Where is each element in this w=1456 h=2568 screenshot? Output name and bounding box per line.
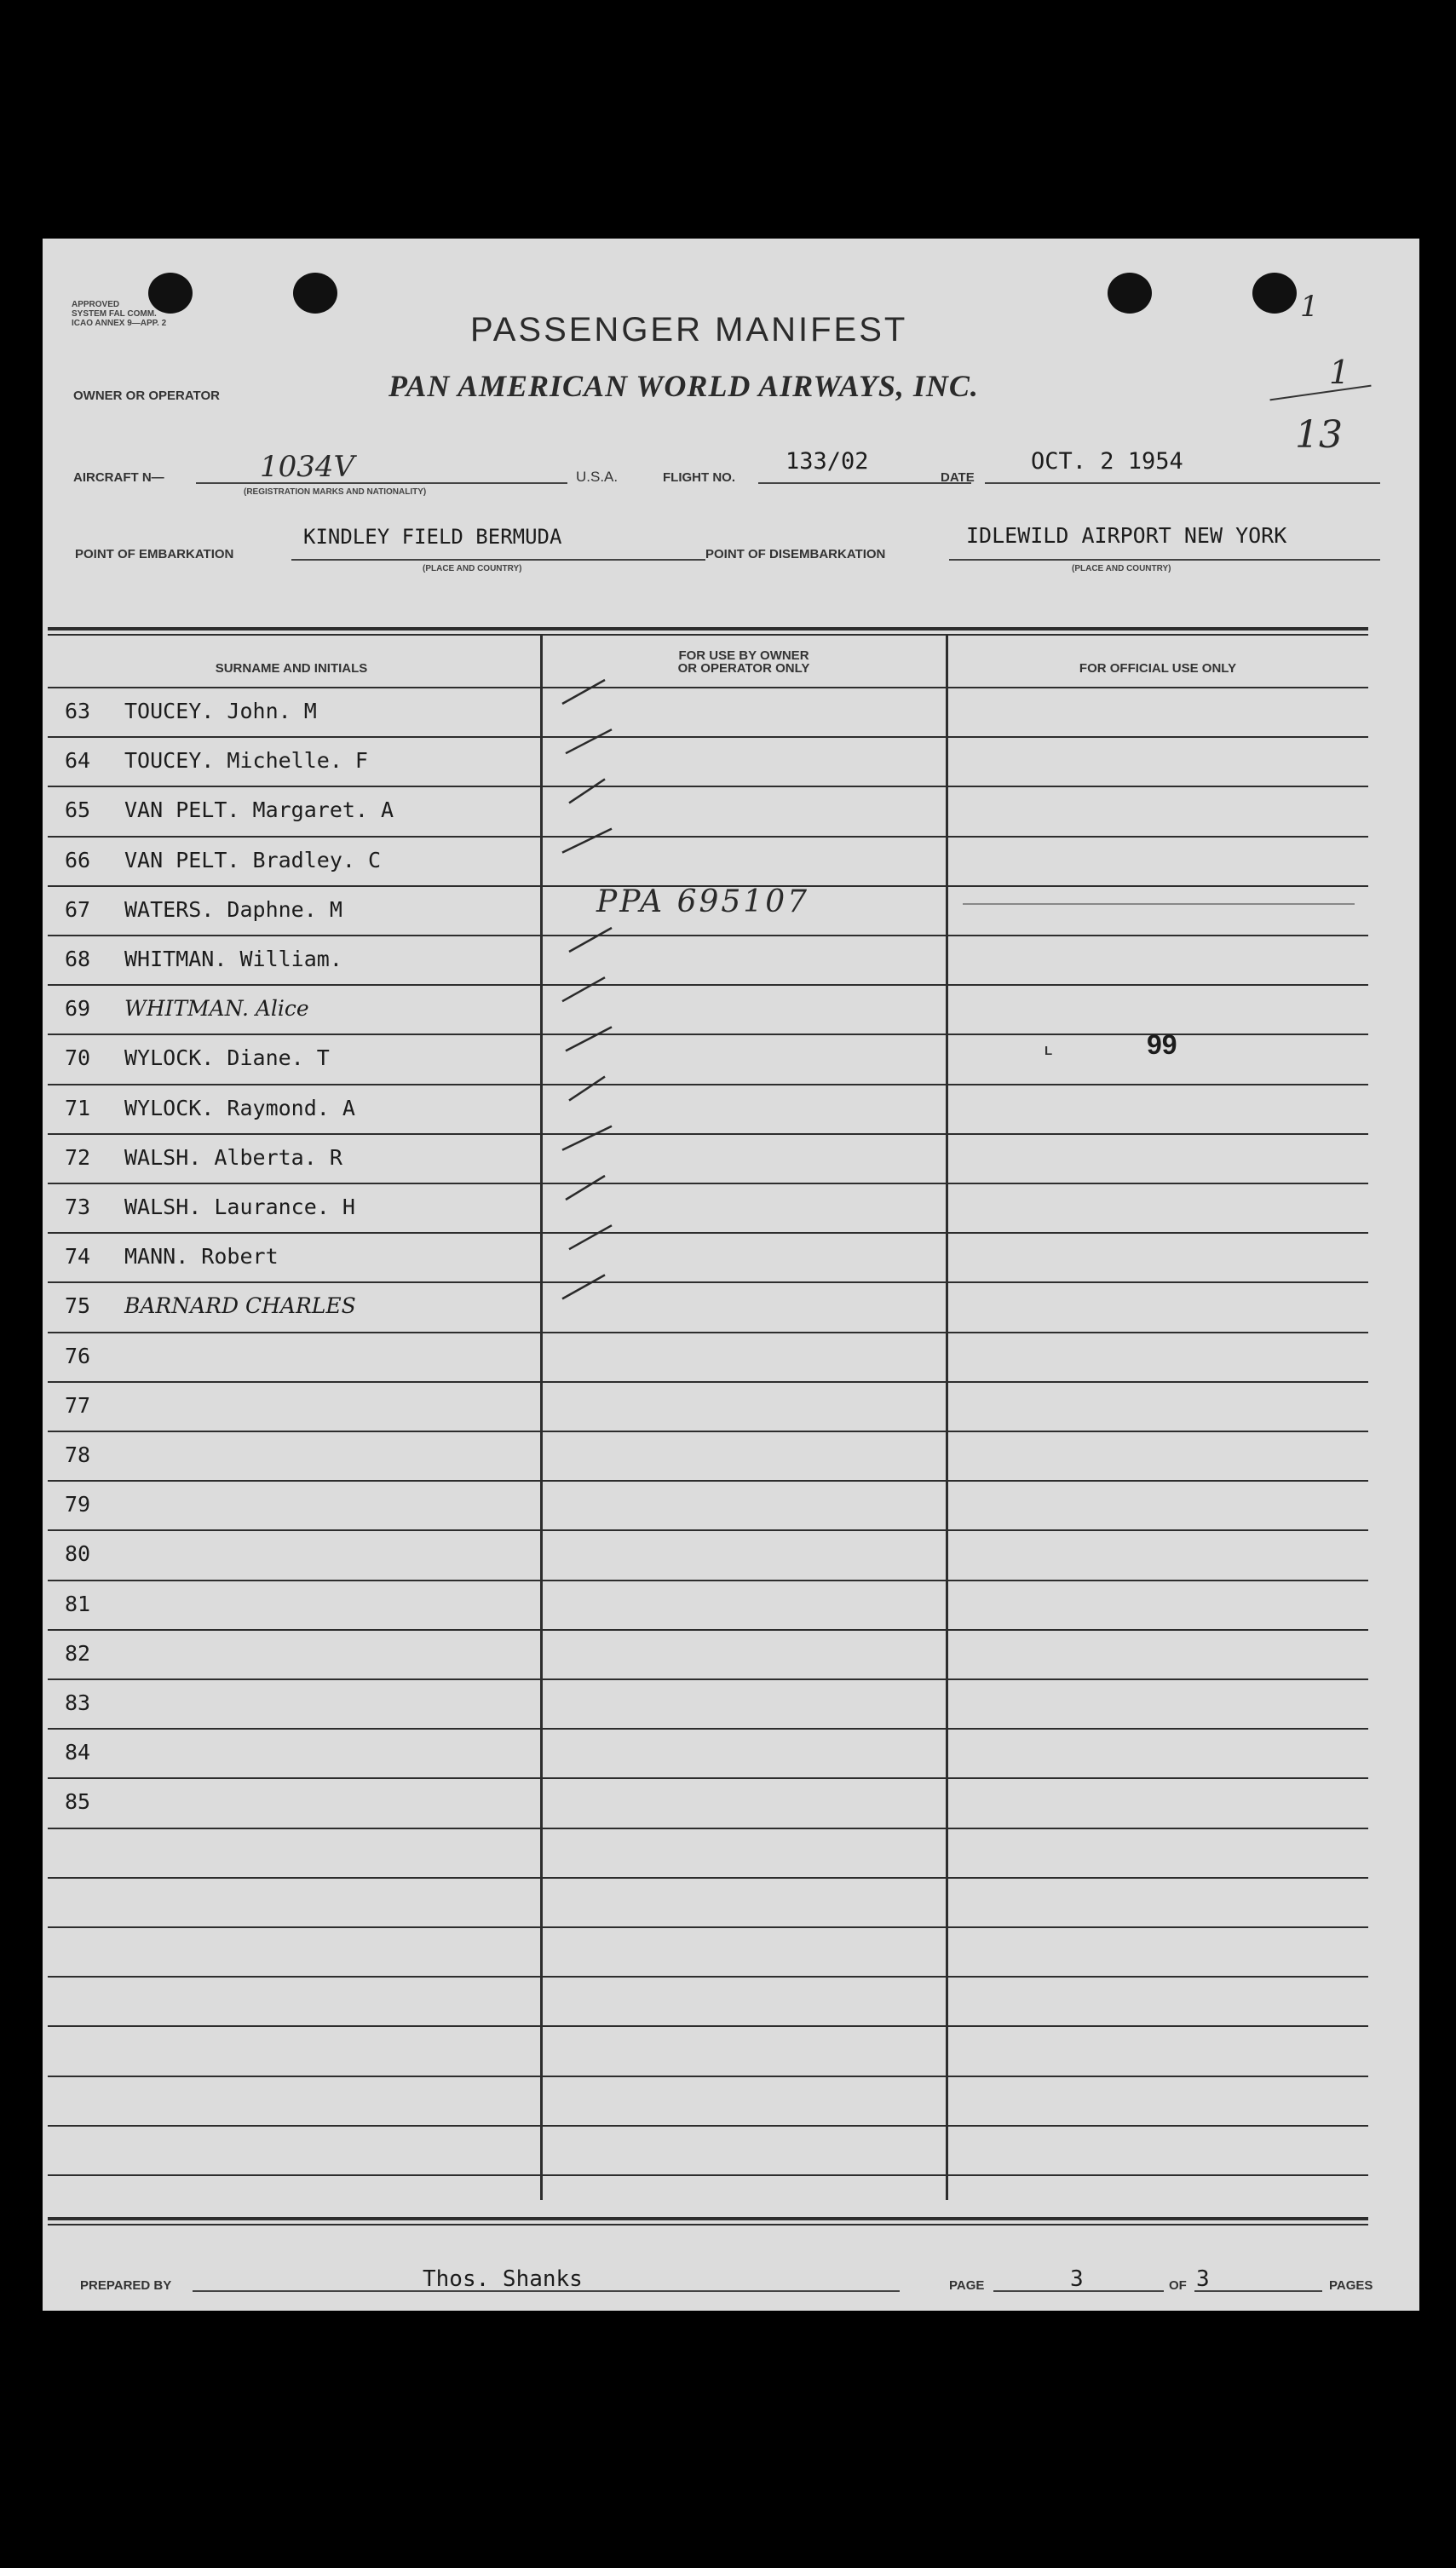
row-rule (48, 2174, 1368, 2176)
page-number: 3 (1070, 2266, 1084, 2292)
column-header-official: FOR OFFICIAL USE ONLY (1079, 661, 1237, 676)
passenger-name: VAN PELT. Margaret. A (124, 797, 394, 822)
registration-caption: (REGISTRATION MARKS AND NATIONALITY) (244, 487, 427, 497)
row-rule (48, 1777, 1368, 1779)
faint-line (963, 903, 1355, 905)
punch-hole (293, 273, 337, 314)
table-bottom-rule (48, 2217, 1368, 2220)
row-rule (48, 1877, 1368, 1879)
passenger-name: WYLOCK. Raymond. A (124, 1096, 355, 1120)
row-rule (48, 1629, 1368, 1631)
tick-mark (566, 729, 612, 753)
row-number: 74 (65, 1244, 91, 1269)
row-number: 71 (65, 1096, 91, 1120)
tick-mark (569, 779, 605, 803)
aircraft-number: 1034V (260, 450, 355, 484)
row-number: 83 (65, 1690, 91, 1715)
header-line: FOR USE BY OWNER (678, 648, 809, 663)
passenger-name: WALSH. Laurance. H (124, 1195, 355, 1219)
row-number: 70 (65, 1045, 91, 1070)
row-rule (48, 1431, 1368, 1432)
header-line: OR OPERATOR ONLY (677, 661, 810, 676)
row-rule (48, 935, 1368, 936)
embark-label: POINT OF EMBARKATION (75, 547, 234, 561)
row-number: 81 (65, 1592, 91, 1616)
total-pages: 3 (1196, 2266, 1210, 2292)
row-rule (48, 984, 1368, 986)
approval-line: ICAO ANNEX 9—APP. 2 (72, 319, 167, 328)
row-rule (48, 786, 1368, 787)
row-rule (48, 1480, 1368, 1482)
column-header-name: SURNAME AND INITIALS (215, 661, 368, 676)
row-number: 80 (65, 1541, 91, 1566)
passenger-name: WHITMAN. William. (124, 947, 342, 971)
corner-mark: 13 (1295, 413, 1343, 457)
row-rule (48, 1084, 1368, 1085)
row-number: 69 (65, 996, 91, 1021)
passenger-name: VAN PELT. Bradley. C (124, 848, 382, 872)
row-rule (48, 1926, 1368, 1928)
column-divider (946, 636, 948, 2200)
row-number: 77 (65, 1393, 91, 1418)
row-number: 84 (65, 1740, 91, 1765)
row-number: 65 (65, 797, 91, 822)
row-rule (48, 1728, 1368, 1730)
disembark-underline (949, 559, 1380, 561)
approval-line: SYSTEM FAL COMM. (72, 309, 157, 319)
row-number: 72 (65, 1145, 91, 1170)
aircraft-label: AIRCRAFT N— (73, 470, 164, 485)
punch-hole (1108, 273, 1152, 314)
passenger-name: MANN. Robert (124, 1244, 279, 1269)
row-rule (48, 1281, 1368, 1283)
row-rule (48, 1529, 1368, 1531)
tick-mark (569, 928, 612, 952)
passenger-name: TOUCEY. Michelle. F (124, 748, 368, 773)
embark-place: KINDLEY FIELD BERMUDA (303, 525, 562, 549)
owner-label: OWNER OR OPERATOR (73, 389, 220, 403)
place-caption: (PLACE AND COUNTRY) (423, 564, 522, 573)
operator-name: PAN AMERICAN WORLD AIRWAYS, INC. (388, 369, 979, 403)
row-rule (48, 836, 1368, 838)
official-note-value: 99 (1147, 1029, 1177, 1060)
row-number: 68 (65, 947, 91, 971)
row-rule (48, 1828, 1368, 1829)
flight-date: OCT. 2 1954 (1031, 448, 1183, 475)
corner-mark: 1 (1329, 354, 1350, 391)
passenger-name: WATERS. Daphne. M (124, 897, 342, 922)
passenger-name: WALSH. Alberta. R (124, 1145, 342, 1170)
approval-line: APPROVED (72, 300, 120, 309)
row-rule (48, 1976, 1368, 1978)
prepared-by: Thos. Shanks (423, 2266, 583, 2292)
pages-label: PAGES (1329, 2278, 1373, 2293)
disembark-label: POINT OF DISEMBARKATION (705, 547, 886, 561)
row-rule (48, 2125, 1368, 2127)
row-rule (48, 1183, 1368, 1184)
row-rule (48, 736, 1368, 738)
column-header-owner (544, 649, 944, 675)
row-number: 75 (65, 1293, 91, 1318)
row-number: 76 (65, 1344, 91, 1368)
passenger-name: BARNARD CHARLES (124, 1293, 356, 1318)
flight-underline (758, 482, 971, 484)
row-rule (48, 1232, 1368, 1234)
flight-number: 133/02 (786, 448, 869, 475)
row-number: 85 (65, 1789, 91, 1814)
aircraft-underline (196, 482, 567, 484)
tick-mark (562, 680, 605, 704)
prepared-label: PREPARED BY (80, 2278, 172, 2293)
row-rule (48, 1580, 1368, 1581)
tick-mark (562, 1126, 612, 1150)
row-rule (48, 1381, 1368, 1383)
row-number: 82 (65, 1641, 91, 1666)
official-note-letter: L (1045, 1044, 1053, 1058)
embark-underline (291, 559, 705, 561)
fraction-line (1269, 385, 1371, 401)
tick-mark (566, 1027, 612, 1051)
flight-label: FLIGHT NO. (663, 470, 735, 485)
row-number: 78 (65, 1442, 91, 1467)
tick-mark (562, 829, 612, 853)
table-bottom-rule (48, 2224, 1368, 2225)
table-top-rule (48, 634, 1368, 636)
usa-label: U.S.A. (576, 469, 619, 485)
row-rule (48, 1332, 1368, 1333)
form-title: PASSENGER MANIFEST (470, 311, 908, 348)
passenger-name: WYLOCK. Diane. T (124, 1045, 330, 1070)
approval-note (72, 300, 166, 328)
row-number: 79 (65, 1492, 91, 1517)
manifest-page (43, 239, 1419, 2311)
corner-mark: 1 (1300, 290, 1319, 324)
tick-mark (562, 1275, 605, 1298)
passenger-name: TOUCEY. John. M (124, 699, 317, 723)
passenger-name: WHITMAN. Alice (124, 996, 309, 1021)
row-rule (48, 2076, 1368, 2077)
row-rule (48, 1133, 1368, 1135)
owner-handwritten-note: PPA 695107 (596, 884, 810, 919)
row-number: 64 (65, 748, 91, 773)
place-caption: (PLACE AND COUNTRY) (1072, 564, 1171, 573)
table-top-rule (48, 627, 1368, 630)
row-number: 73 (65, 1195, 91, 1219)
tick-marks (503, 673, 673, 1576)
tick-mark (566, 1176, 605, 1200)
of-underline (1194, 2290, 1322, 2292)
punch-hole (1252, 273, 1297, 314)
of-label: OF (1169, 2278, 1187, 2293)
disembark-place: IDLEWILD AIRPORT NEW YORK (966, 523, 1287, 548)
page-label: PAGE (949, 2278, 985, 2293)
date-underline (985, 482, 1380, 484)
tick-mark (562, 977, 605, 1001)
row-number: 67 (65, 897, 91, 922)
date-label: DATE (941, 470, 975, 485)
row-number: 63 (65, 699, 91, 723)
row-rule (48, 687, 1368, 688)
row-rule (48, 1678, 1368, 1680)
tick-mark (569, 1225, 612, 1249)
tick-mark (569, 1077, 605, 1101)
row-number: 66 (65, 848, 91, 872)
row-rule (48, 2025, 1368, 2027)
